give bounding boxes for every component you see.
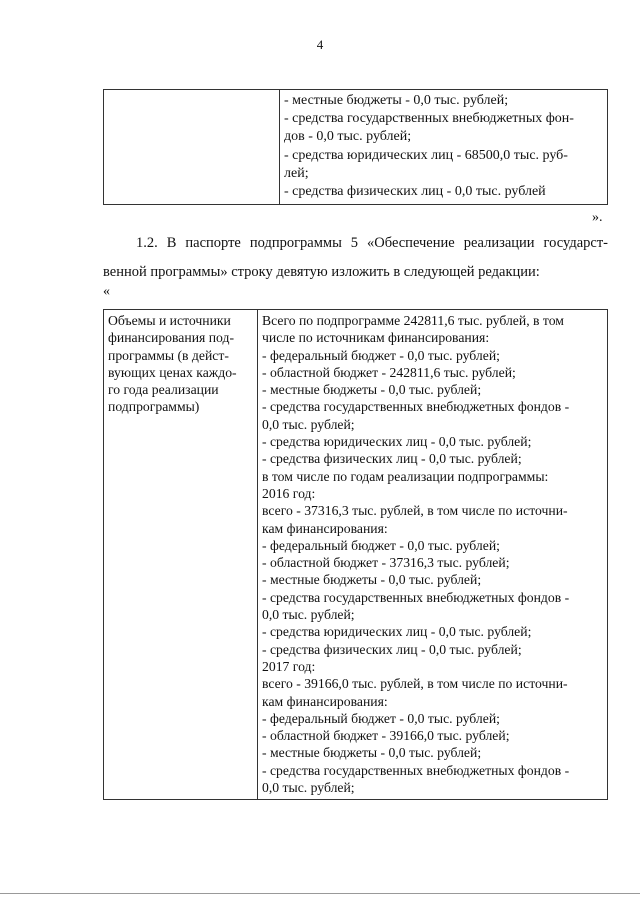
text-line: - средства государственных внебюджетных фондов -: [262, 762, 570, 778]
table-continuation: [103, 89, 608, 205]
table2-right-lines: [262, 312, 603, 796]
text-line: - областной бюджет - 242811,6 тыс. рублей;: [262, 364, 516, 380]
text-line: - местные бюджеты - 0,0 тыс. рублей;: [262, 745, 482, 761]
text-line: - областной бюджет - 37316,3 тыс. рублей;: [262, 555, 510, 571]
text-line: лей;: [284, 165, 309, 181]
text-line: всего - 37316,3 тыс. рублей, в том числе по источни-: [262, 503, 568, 519]
table1-left-cell: [104, 90, 280, 205]
text-line: 0,0 тыс. рублей;: [262, 416, 355, 432]
text-line: - средства юридических лиц - 0,0 тыс. рублей;: [262, 434, 532, 450]
table2-right-cell: [258, 310, 608, 800]
text-line: - местные бюджеты - 0,0 тыс. рублей;: [262, 382, 482, 398]
table1-right-lines: [284, 92, 603, 201]
bottom-rule: [0, 893, 640, 894]
page-number: 4: [316, 37, 324, 52]
text-line: подпрограммы): [108, 399, 200, 415]
opening-quote: «: [103, 284, 110, 299]
text-line: - средства государственных внебюджетных фон-: [284, 111, 574, 127]
text-line: 2016 год:: [262, 485, 316, 501]
text-line: вующих ценах каждо-: [108, 364, 237, 380]
table2-left-cell: [104, 310, 258, 800]
text-line: - средства юридических лиц - 0,0 тыс. рублей;: [262, 624, 532, 640]
table-row: [104, 310, 608, 800]
text-line: в том числе по годам реализации подпрограммы:: [262, 468, 549, 484]
text-line: Всего по подпрограмме 242811,6 тыс. рублей, в том: [262, 313, 564, 328]
text-line: всего - 39166,0 тыс. рублей, в том числе по источни-: [262, 676, 568, 692]
text-line: кам финансирования:: [262, 693, 388, 709]
passport-table: [103, 309, 608, 800]
text-line: - средства государственных внебюджетных фондов -: [262, 589, 570, 605]
text-line: - средства физических лиц - 0,0 тыс. рублей;: [262, 641, 522, 657]
text-line: - местные бюджеты - 0,0 тыс. рублей;: [284, 93, 509, 108]
text-line: - федеральный бюджет - 0,0 тыс. рублей;: [262, 710, 500, 726]
text-line: дов - 0,0 тыс. рублей;: [284, 129, 412, 145]
text-line: - средства юридических лиц - 68500,0 тыс. руб-: [284, 147, 568, 163]
closing-quote: ».: [592, 210, 603, 225]
text-line: 0,0 тыс. рублей;: [262, 780, 355, 796]
text-line: числе по источникам финансирования:: [262, 330, 490, 346]
text-line: программы (в дейст-: [108, 347, 229, 363]
text-line: 0,0 тыс. рублей;: [262, 607, 355, 623]
paragraph-line-1: 1.2. В паспорте подпрограммы 5 «Обеспечение реализации государст-: [136, 235, 608, 251]
paragraph-line-2: венной программы» строку девятую изложить в следующей редакции:: [103, 264, 540, 280]
table1-right-cell: [280, 90, 608, 205]
table2-left-lines: [108, 312, 253, 416]
text-line: - местные бюджеты - 0,0 тыс. рублей;: [262, 572, 482, 588]
text-line: го года реализации: [108, 382, 219, 398]
text-line: - федеральный бюджет - 0,0 тыс. рублей;: [262, 347, 500, 363]
text-line: - средства физических лиц - 0,0 тыс. рублей;: [262, 451, 522, 467]
text-line: - федеральный бюджет - 0,0 тыс. рублей;: [262, 537, 500, 553]
text-line: 2017 год:: [262, 658, 316, 674]
text-line: финансирования под-: [108, 330, 235, 346]
amendment-paragraph: [103, 229, 608, 287]
text-line: Объемы и источники: [108, 313, 231, 328]
text-line: кам финансирования:: [262, 520, 388, 536]
text-line: - средства физических лиц - 0,0 тыс. рублей: [284, 184, 546, 200]
text-line: - областной бюджет - 39166,0 тыс. рублей;: [262, 728, 510, 744]
table-row: [104, 90, 608, 205]
text-line: - средства государственных внебюджетных фондов -: [262, 399, 570, 415]
